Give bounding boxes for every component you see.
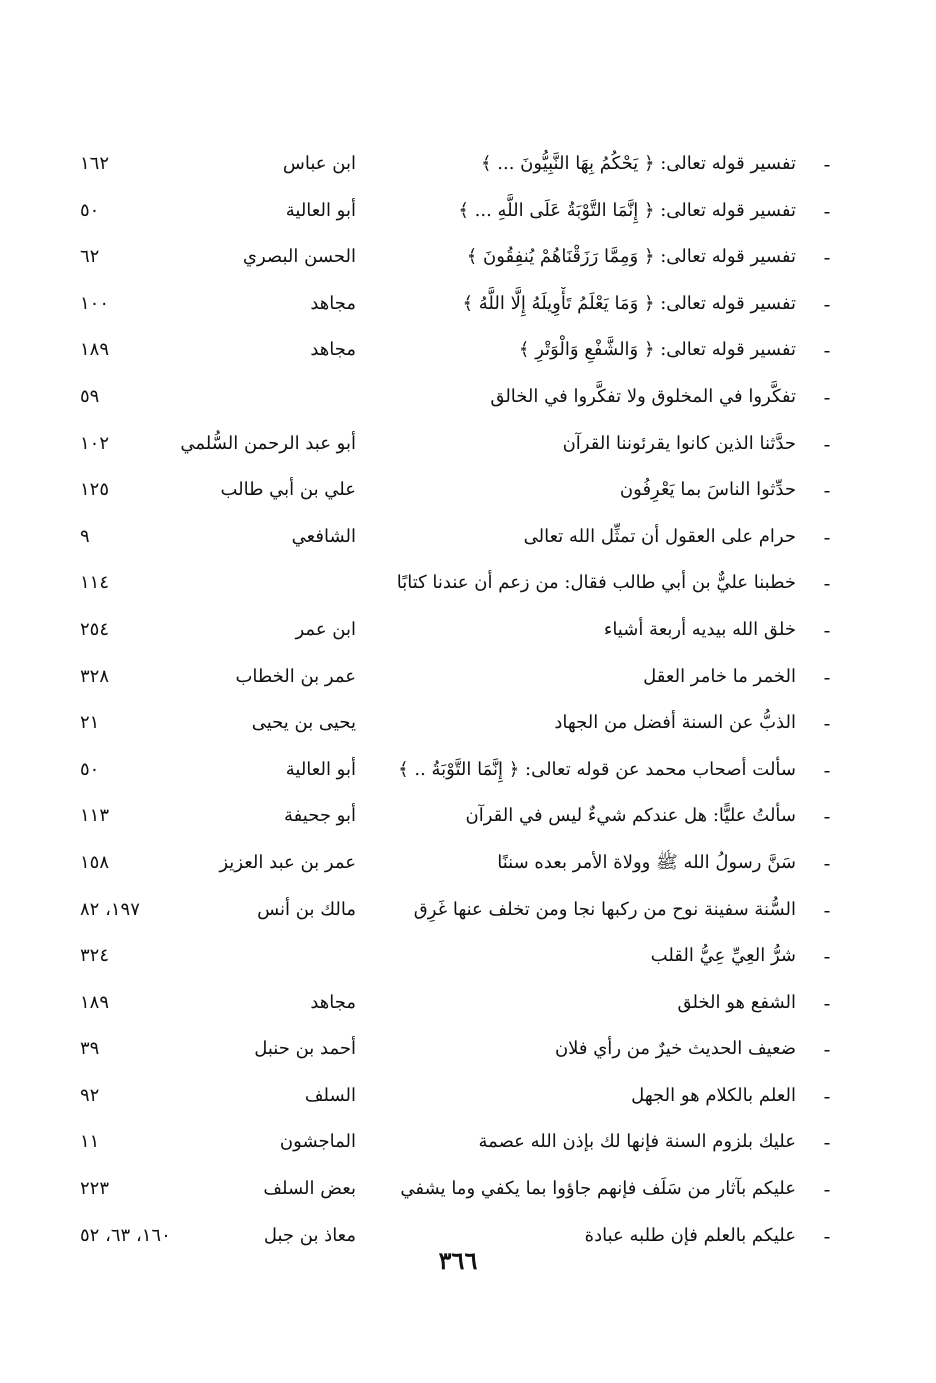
entry-pages-value: ٣٢٤ — [80, 945, 110, 967]
entry-dash: - — [823, 1130, 831, 1155]
entry-pages — [80, 660, 200, 694]
entry-text: حدَّثنا الذين كانوا يقرئوننا القرآن — [562, 432, 796, 454]
index-entry — [80, 281, 840, 328]
entry-dash: - — [823, 804, 831, 829]
entry-pages — [80, 986, 200, 1020]
entry-dash: - — [823, 711, 831, 736]
entry-pages-value: ٣٢٨ — [80, 665, 110, 687]
entry-pages-value: ٥٩ — [80, 385, 100, 407]
index-entry — [80, 747, 840, 794]
entry-text: حدِّثوا الناسَ بما يَعْرِفُون — [619, 479, 796, 501]
entry-text: تفسير قوله تعالى: ﴿ وَمِمَّا رَزَقْنَاهُمْ يُنفِقُونَ ﴾ — [466, 246, 796, 268]
entry-text: عليكم بآثار من سَلَف فإنهم جاؤوا بما يكفي وما يشفي — [400, 1178, 796, 1200]
entry-narrator: ابن عباس — [282, 153, 356, 174]
index-entry — [80, 514, 840, 561]
entry-narrator: مجاهد — [310, 292, 356, 314]
entry-pages — [80, 893, 200, 927]
entry-text: الذبُّ عن السنة أفضل من الجهاد — [554, 712, 796, 734]
entry-pages — [80, 1172, 200, 1206]
entry-pages — [80, 1079, 200, 1113]
entry-narrator: أبو عبد الرحمن السُّلمي — [180, 432, 356, 454]
index-entry — [80, 141, 840, 188]
entry-pages-value: ١٠٠ — [80, 292, 110, 314]
entry-text: تفسير قوله تعالى: ﴿ يَحْكُمُ بِهَا النَّبِيُّونَ ... ﴾ — [481, 153, 796, 174]
entry-pages-value: ٩٢ — [80, 1084, 100, 1106]
entry-dash: - — [823, 990, 831, 1015]
entry-pages — [80, 939, 200, 973]
entry-pages-value: ٦٢ — [80, 246, 100, 268]
entry-dash: - — [823, 245, 831, 270]
index-entry — [80, 1026, 840, 1073]
entry-narrator: علي بن أبي طالب — [220, 479, 356, 501]
index-entry — [80, 1119, 840, 1166]
entry-text: شرُّ العِيِّ عِيُّ القلب — [650, 945, 796, 967]
entry-pages — [80, 333, 200, 367]
entry-dash: - — [823, 524, 831, 549]
entry-dash: - — [823, 384, 831, 409]
entry-pages-value: ١٩٧، ٨٢ — [80, 898, 140, 920]
entry-dash: - — [823, 1083, 831, 1108]
index-entry — [80, 1166, 840, 1213]
entry-narrator: أبو العالية — [285, 199, 356, 221]
entry-narrator: السلف — [304, 1084, 356, 1106]
entry-pages-value: ٢٢٣ — [80, 1178, 110, 1200]
entry-text: السُّنة سفينة نوح من ركبها نجا ومن تخلف عنها غَرِق — [413, 898, 796, 920]
entry-pages-value: ١١٣ — [80, 805, 110, 827]
index-entry — [80, 467, 840, 514]
entry-pages — [80, 380, 200, 414]
index-entry — [80, 560, 840, 607]
entry-pages — [80, 566, 200, 600]
entry-text: سَنَّ رسولُ الله ﷺ وولاة الأمر بعده سننًا — [497, 851, 796, 873]
index-entry — [80, 793, 840, 840]
entry-pages-value: ١٦٢ — [80, 153, 110, 174]
entry-narrator: معاذ بن جبل — [263, 1224, 356, 1246]
entry-text: تفسير قوله تعالى: ﴿ وَالشَّفْعِ وَالْوَتْرِ ﴾ — [518, 339, 796, 361]
entry-pages-value: ١٠٢ — [80, 432, 110, 454]
entry-narrator: عمر بن عبد العزيز — [219, 851, 356, 873]
entry-pages-value: ٢١ — [80, 712, 100, 734]
entry-pages — [80, 1032, 200, 1066]
entry-pages — [80, 520, 200, 554]
entry-text: عليكم بالعلم فإن طلبه عبادة — [584, 1224, 796, 1246]
entry-pages — [80, 147, 200, 181]
entry-text: تفسير قوله تعالى: ﴿ إِنَّمَا التَّوْبَةُ عَلَى اللَّهِ ... ﴾ — [458, 199, 796, 221]
athar-index-list — [80, 141, 840, 1259]
entry-dash: - — [823, 944, 831, 969]
entry-dash: - — [823, 431, 831, 456]
entry-pages-value: ٥٠ — [80, 758, 100, 780]
entry-text: ضعيف الحديث خيرٌ من رأي فلان — [554, 1038, 796, 1060]
entry-narrator: مجاهد — [310, 339, 356, 361]
index-entry — [80, 654, 840, 701]
entry-narrator: ابن عمر — [295, 618, 356, 640]
entry-dash: - — [823, 897, 831, 922]
entry-pages — [80, 1125, 200, 1159]
entry-text: سألت أصحاب محمد عن قوله تعالى: ﴿ إِنَّمَا التَّوْبَةُ .. ﴾ — [398, 758, 796, 780]
entry-pages — [80, 473, 200, 507]
entry-narrator: الشافعي — [291, 525, 356, 547]
index-entry — [80, 1073, 840, 1120]
entry-dash: - — [823, 1223, 831, 1248]
entry-narrator: عمر بن الخطاب — [235, 665, 356, 687]
index-entry — [80, 234, 840, 281]
entry-pages-value: ١٨٩ — [80, 339, 110, 361]
entry-text: الخمر ما خامر العقل — [643, 665, 796, 687]
entry-pages — [80, 753, 200, 787]
entry-pages-value: ١٨٩ — [80, 991, 110, 1013]
entry-pages — [80, 613, 200, 647]
entry-text: عليك بلزوم السنة فإنها لك بإذن الله عصمة — [478, 1131, 796, 1153]
entry-text: العلم بالكلام هو الجهل — [631, 1084, 796, 1106]
entry-dash: - — [823, 478, 831, 503]
entry-pages-value: ١١٤ — [80, 572, 110, 594]
entry-pages-value: ١٥٨ — [80, 851, 110, 873]
index-entry — [80, 374, 840, 421]
entry-narrator: أبو جحيفة — [284, 805, 356, 827]
entry-text: خطبنا عليٌّ بن أبي طالب فقال: من زعم أن عندنا كتابًا — [396, 572, 796, 594]
entry-pages-value: ١٢٥ — [80, 479, 110, 501]
entry-dash: - — [823, 850, 831, 875]
index-entry — [80, 887, 840, 934]
entry-dash: - — [823, 664, 831, 689]
index-entry — [80, 421, 840, 468]
entry-text: الشفع هو الخلق — [677, 991, 796, 1013]
entry-dash: - — [823, 1177, 831, 1202]
index-entry — [80, 327, 840, 374]
entry-text: سألتُ عليًّا: هل عندكم شيءٌ ليس في القرآن — [465, 805, 796, 827]
index-entry — [80, 700, 840, 747]
entry-pages — [80, 846, 200, 880]
entry-dash: - — [823, 291, 831, 316]
entry-narrator: يحيى بن يحيى — [251, 712, 356, 734]
entry-text: تفسير قوله تعالى: ﴿ وَمَا يَعْلَمُ تَأْوِيلَهُ إِلَّا اللَّهُ ﴾ — [462, 292, 796, 314]
index-entry — [80, 840, 840, 887]
entry-pages-value: ٢٥٤ — [80, 618, 110, 640]
entry-pages — [80, 799, 200, 833]
entry-narrator: مجاهد — [310, 991, 356, 1013]
entry-pages — [80, 240, 200, 274]
index-entry — [80, 933, 840, 980]
index-entry — [80, 607, 840, 654]
entry-pages-value: ١٦٠، ٦٣، ٥٢ — [80, 1224, 171, 1246]
index-entry — [80, 188, 840, 235]
entry-dash: - — [823, 1037, 831, 1062]
index-entry — [80, 980, 840, 1027]
entry-pages — [80, 427, 200, 461]
entry-pages — [80, 194, 200, 228]
entry-narrator: أحمد بن حنبل — [254, 1038, 356, 1060]
entry-dash: - — [823, 198, 831, 223]
entry-dash: - — [823, 571, 831, 596]
page-number: ٣٦٦ — [438, 1246, 478, 1275]
entry-narrator: بعض السلف — [263, 1178, 356, 1200]
entry-pages-value: ٩ — [80, 525, 90, 547]
entry-dash: - — [823, 152, 831, 176]
entry-pages — [80, 706, 200, 740]
entry-pages — [80, 287, 200, 321]
entry-narrator: مالك بن أنس — [257, 898, 356, 920]
entry-pages-value: ٣٩ — [80, 1038, 100, 1060]
entry-dash: - — [823, 617, 831, 642]
entry-narrator: الماجشون — [279, 1131, 356, 1153]
entry-dash: - — [823, 338, 831, 363]
entry-pages-value: ١١ — [80, 1131, 100, 1153]
entry-narrator: أبو العالية — [285, 758, 356, 780]
entry-text: تفكَّروا في المخلوق ولا تفكَّروا في الخالق — [490, 385, 796, 407]
entry-text: حرام على العقول أن تمثِّل الله تعالى — [523, 525, 796, 547]
entry-text: خلق الله بيديه أربعة أشياء — [603, 618, 796, 640]
entry-dash: - — [823, 757, 831, 782]
entry-pages-value: ٥٠ — [80, 199, 100, 221]
entry-narrator: الحسن البصري — [242, 246, 356, 268]
